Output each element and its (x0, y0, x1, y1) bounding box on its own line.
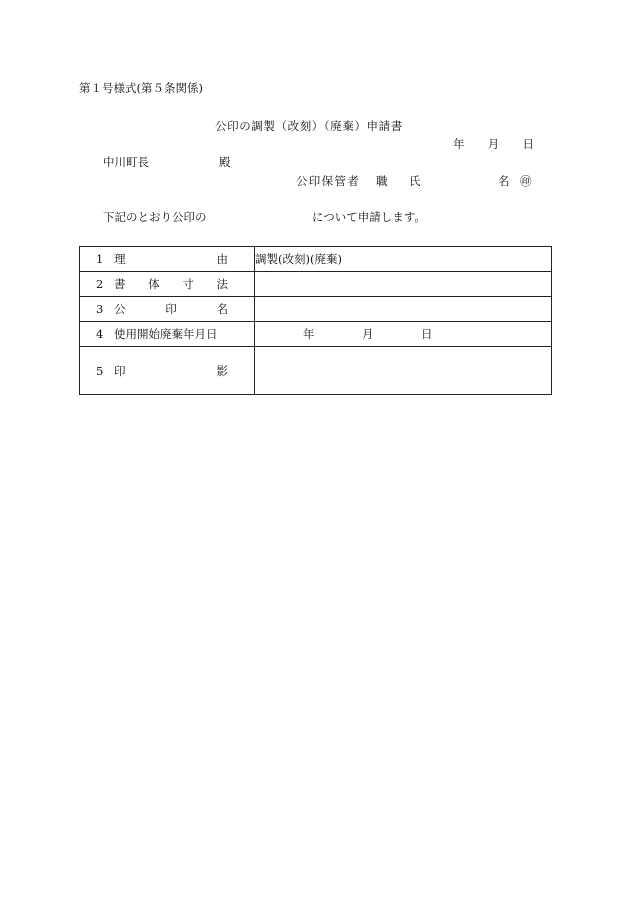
date-month-label: 月 (487, 137, 500, 151)
row-label-char: 理 (114, 252, 126, 266)
row-label-char: 名 (216, 302, 228, 316)
row-label-char: 使用開始廃棄年月日 (114, 327, 218, 341)
seal-name-value-cell (255, 297, 552, 322)
row-label-char: 書 (114, 277, 126, 291)
row-label-char: 法 (216, 277, 228, 291)
date-month-label: 月 (362, 327, 374, 341)
seal-mark: ㊞ (520, 174, 532, 188)
custodian-label: 公印保管者 (296, 174, 360, 188)
surname-label: 氏 (409, 174, 421, 188)
row-label-char: 体 (148, 277, 160, 291)
row-number: 4 (96, 327, 104, 341)
addressee-honorific: 殿 (219, 155, 231, 169)
addressee-name: 中川町長 (103, 155, 149, 169)
table-row (80, 347, 552, 395)
date-day-label: 日 (421, 327, 433, 341)
seal-impression-value-cell (255, 347, 552, 395)
row-label-cell (80, 247, 255, 272)
table-row (80, 247, 552, 272)
row-label-char: 由 (216, 252, 228, 266)
date-value-cell (255, 322, 552, 347)
row-label (114, 363, 228, 379)
row-label-char: 寸 (182, 277, 194, 291)
row-label-cell (80, 272, 255, 297)
document-title: 公印の調製（改刻）（廃棄）申請書 (215, 119, 403, 133)
row-label-cell (80, 297, 255, 322)
row-label (114, 251, 228, 267)
row-label (114, 276, 228, 292)
body-text-suffix: について申請します。 (312, 210, 426, 224)
row-label-char: 影 (216, 363, 228, 378)
row-label-char: 印 (114, 363, 126, 378)
typeface-size-value-cell (255, 272, 552, 297)
name-label: 名 (498, 174, 510, 188)
application-table (79, 246, 552, 395)
date-year-label: 年 (303, 327, 315, 341)
table-row (80, 322, 552, 347)
position-label: 職 (376, 174, 388, 188)
reason-value-cell: 調製(改刻)(廃棄) (255, 247, 552, 272)
row-number: 5 (96, 363, 104, 378)
row-label (114, 326, 228, 342)
row-label-cell (80, 347, 255, 395)
row-number: 1 (96, 252, 104, 266)
form-number: 第１号様式(第５条関係) (79, 81, 203, 95)
row-label-char: 公 (114, 302, 126, 316)
row-number: 2 (96, 277, 104, 291)
row-number: 3 (96, 302, 104, 316)
row-label-char: 印 (165, 302, 177, 316)
body-text-prefix: 下記のとおり公印の (103, 210, 207, 224)
table-row (80, 297, 552, 322)
date-year-label: 年 (453, 137, 465, 151)
date-line (453, 139, 534, 151)
row-label-cell (80, 322, 255, 347)
table-row (80, 272, 552, 297)
date-day-label: 日 (522, 137, 534, 151)
row-label (114, 301, 228, 317)
